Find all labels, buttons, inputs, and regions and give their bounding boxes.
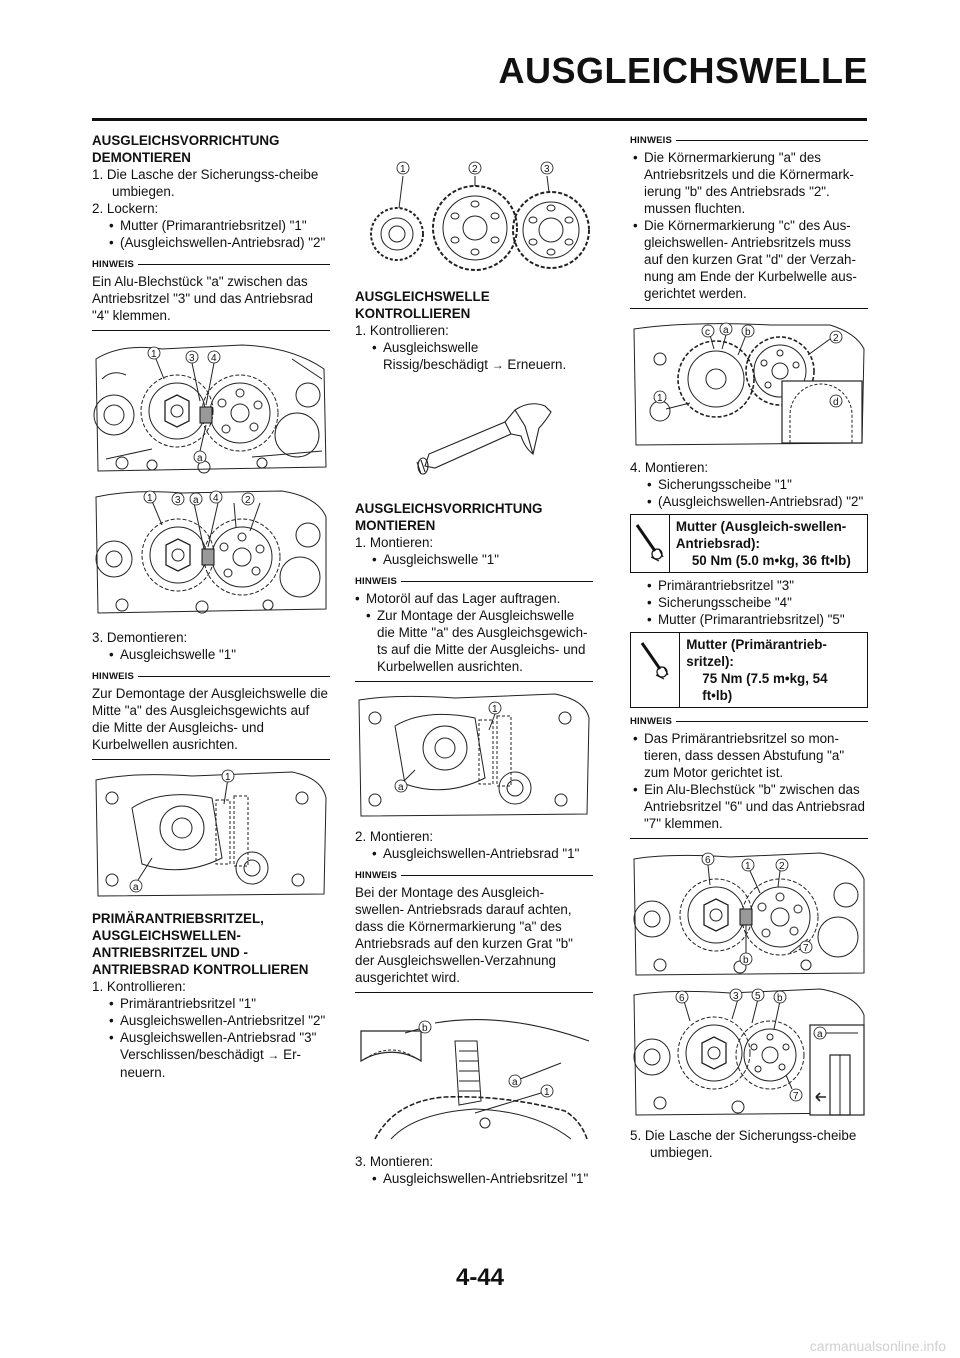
figure-engine-gears-1: [92, 339, 330, 479]
torque-spec-box: [630, 632, 868, 708]
figure-engine-gears-2: [92, 487, 330, 617]
callout-2: 2: [833, 333, 839, 344]
note-header: HINWEIS: [92, 668, 330, 685]
callout-b: b: [422, 1023, 428, 1034]
torque-wrench-icon: [633, 521, 667, 565]
callout-a: a: [512, 1077, 518, 1088]
callout-5: 5: [755, 991, 761, 1002]
column-right: [630, 132, 868, 1161]
callout-2: 2: [779, 861, 785, 872]
figure-timing-marks: [630, 319, 868, 449]
callout-3: 3: [175, 495, 181, 506]
callout-4: 4: [211, 353, 217, 364]
bullet: • Ein Alu-Blechstück "b" zwischen das Antriebsritzel "6" und das Antriebsrad "7" klemmen.: [630, 781, 868, 832]
torque-spec-box: [630, 514, 868, 573]
bullet: • Sicherungsscheibe "4": [630, 594, 868, 611]
callout-1: 1: [745, 861, 751, 872]
step: 2. Montieren:: [355, 829, 434, 844]
step: 2. Lockern:: [92, 201, 159, 216]
note-end-rule: [630, 838, 868, 839]
step: 1. Kontrollieren:: [355, 323, 449, 338]
spec-value: 75 Nm (7.5 m•kg, 54 ft•lb): [702, 671, 828, 703]
note-text: Zur Demontage der Ausgleichswelle die Mitte "a" des Ausgleichsgewichts auf die Mitte der Ausgleichs- und Kurbelwellen ausrichten.: [92, 686, 328, 752]
step: 5. Die Lasche der Sicherungss-cheibe umbiegen.: [630, 1128, 857, 1160]
page-number: 4-44: [455, 1264, 505, 1291]
callout-a: a: [817, 1029, 823, 1040]
note-header: HINWEIS: [92, 256, 330, 273]
callout-c: c: [705, 327, 710, 338]
bullet: • Ausgleichswelle "1": [355, 551, 593, 568]
figure-balancer-shaft-install: [355, 690, 593, 820]
section-heading: AUSGLEICHSVORRICHTUNG MONTIEREN: [355, 501, 543, 533]
bullet-continuation: Rissig/beschädigt → Erneuern.: [383, 357, 567, 372]
step: 1. Montieren:: [355, 535, 434, 550]
callout-b: b: [743, 955, 749, 966]
callout-6: 6: [679, 993, 685, 1004]
figure-drive-gear-marks: [355, 1001, 593, 1141]
bullet: • Ausgleichswellen-Antriebsrad "3": [92, 1029, 330, 1046]
bullet: • Ausgleichswelle: [355, 339, 593, 356]
section-heading: AUSGLEICHSVORRICHTUNG DEMONTIEREN: [92, 133, 280, 165]
callout-a: a: [723, 325, 729, 336]
callout-1: 1: [544, 1087, 550, 1098]
callout-d: d: [833, 397, 839, 408]
step: 3. Montieren:: [355, 1154, 434, 1169]
callout-4: 4: [213, 493, 219, 504]
callout-6: 6: [705, 855, 711, 866]
callout-1: 1: [657, 393, 663, 404]
note-header: HINWEIS: [355, 867, 593, 884]
callout-1: 1: [225, 772, 231, 783]
column-left: [92, 132, 330, 1081]
step: 3. Demontieren:: [92, 630, 188, 645]
bullet: • Ausgleichswellen-Antriebsrad "1": [355, 845, 593, 862]
callout-1: 1: [492, 704, 498, 715]
bullet: • Primärantriebsritzel "1": [92, 995, 330, 1012]
bullet: • Die Körnermarkierung "c" des Aus-gleichswellen- Antriebsritzels muss auf den kurzen Grat "d" der Verzah-nung am Ende der Kurbelwelle aus-gerichtet werden.: [630, 217, 868, 302]
torque-wrench-icon: [638, 639, 672, 683]
bullet: • Ausgleichswellen-Antriebsritzel "2": [92, 1012, 330, 1029]
bullet: • (Ausgleichswellen-Antriebsrad) "2": [92, 234, 330, 251]
column-middle: [355, 132, 593, 1187]
figure-balancer-shaft: [355, 382, 593, 492]
step: 4. Montieren:: [630, 460, 709, 475]
bullet: • Mutter (Primarantriebsritzel) "1": [92, 217, 330, 234]
spec-name: Mutter (Ausgleich-swellen-Antriebsrad):: [675, 519, 847, 551]
bullet: • Primärantriebsritzel "3": [630, 577, 868, 594]
bullet: • Ausgleichswelle "1": [92, 646, 330, 663]
note-header: HINWEIS: [355, 573, 593, 590]
callout-3: 3: [189, 353, 195, 364]
note-header: HINWEIS: [630, 713, 868, 730]
callout-1: 1: [147, 493, 153, 504]
figure-balancer-shaft-removal: [92, 768, 330, 900]
note-end-rule: [355, 992, 593, 993]
callout-7: 7: [803, 943, 809, 954]
bullet: • Zur Montage der Ausgleichswelle die Mitte "a" des Ausgleichsgewich-ts auf die Mitte der Ausgleichs- und Kurbelwellen ausrichten.: [355, 607, 593, 675]
callout-b: b: [745, 327, 751, 338]
bullet: • Ausgleichswellen-Antriebsritzel "1": [355, 1170, 593, 1187]
section-heading: AUSGLEICHSWELLE KONTROLLIEREN: [355, 289, 490, 321]
callout-3: 3: [733, 991, 739, 1002]
bullet-continuation: Verschlissen/beschädigt → Er-neuern.: [120, 1047, 301, 1080]
callout-a: a: [133, 882, 139, 893]
callout-a: a: [197, 453, 203, 464]
title-rule: [92, 118, 867, 121]
note-text: Bei der Montage des Ausgleich-swellen- Antriebsrads darauf achten, dass die Körnermarkierung "a" des Antriebsrads auf den kurzen Grat "b" der Ausgleichswellen-Verzahnung ausgerichtet wird.: [355, 885, 573, 985]
note-end-rule: [92, 759, 330, 760]
arrow-right-icon: →: [491, 358, 504, 372]
callout-b: b: [777, 993, 783, 1004]
bullet: • Sicherungsscheibe "1": [630, 476, 868, 493]
figure-primary-drive-gears-1: [630, 849, 868, 979]
arrow-right-icon: →: [267, 1048, 280, 1062]
note-end-rule: [630, 308, 868, 309]
callout-1: 1: [400, 164, 406, 175]
page-title: AUSGLEICHSWELLE: [498, 50, 868, 91]
callout-a: a: [193, 495, 199, 506]
callout-7: 7: [793, 1091, 799, 1102]
bullet: • Das Primärantriebsritzel so mon-tieren, dass dessen Abstufung "a" zum Motor gerichtet ist.: [630, 730, 868, 781]
step: 1. Kontrollieren:: [92, 979, 186, 994]
spec-name: Mutter (Primärantrieb-sritzel):: [686, 637, 827, 669]
note-header: HINWEIS: [630, 132, 868, 149]
bullet: • (Ausgleichswellen-Antriebsrad) "2": [630, 493, 868, 510]
note-end-rule: [355, 681, 593, 682]
bullet: • Motoröl auf das Lager auftragen.: [355, 590, 593, 607]
figure-primary-drive-gears-2: [630, 985, 868, 1119]
spec-value: 50 Nm (5.0 m•kg, 36 ft•lb): [691, 553, 851, 568]
watermark: carmanualsonline.info: [809, 1338, 946, 1354]
callout-3: 3: [544, 164, 550, 175]
note-text: Ein Alu-Blechstück "a" zwischen das Antriebsritzel "3" und das Antriebsrad "4" klemmen.: [92, 274, 313, 323]
step: 1. Die Lasche der Sicherungss-cheibe umbiegen.: [92, 167, 319, 199]
callout-2: 2: [472, 164, 478, 175]
callout-a: a: [398, 782, 404, 793]
callout-2: 2: [245, 495, 251, 506]
bullet: • Mutter (Primarantriebsritzel) "5": [630, 611, 868, 628]
note-end-rule: [92, 330, 330, 331]
bullet: • Die Körnermarkierung "a" des Antriebsritzels und die Körnermark-ierung "b" des Antriebsrads "2". mussen fluchten.: [630, 149, 868, 217]
figure-three-gears: [355, 154, 593, 284]
callout-1: 1: [151, 349, 157, 360]
section-heading: PRIMÄRANTRIEBSRITZEL, AUSGLEICHSWELLEN-ANTRIEBSRITZEL UND - ANTRIEBSRAD KONTROLLIEREN: [92, 911, 309, 977]
